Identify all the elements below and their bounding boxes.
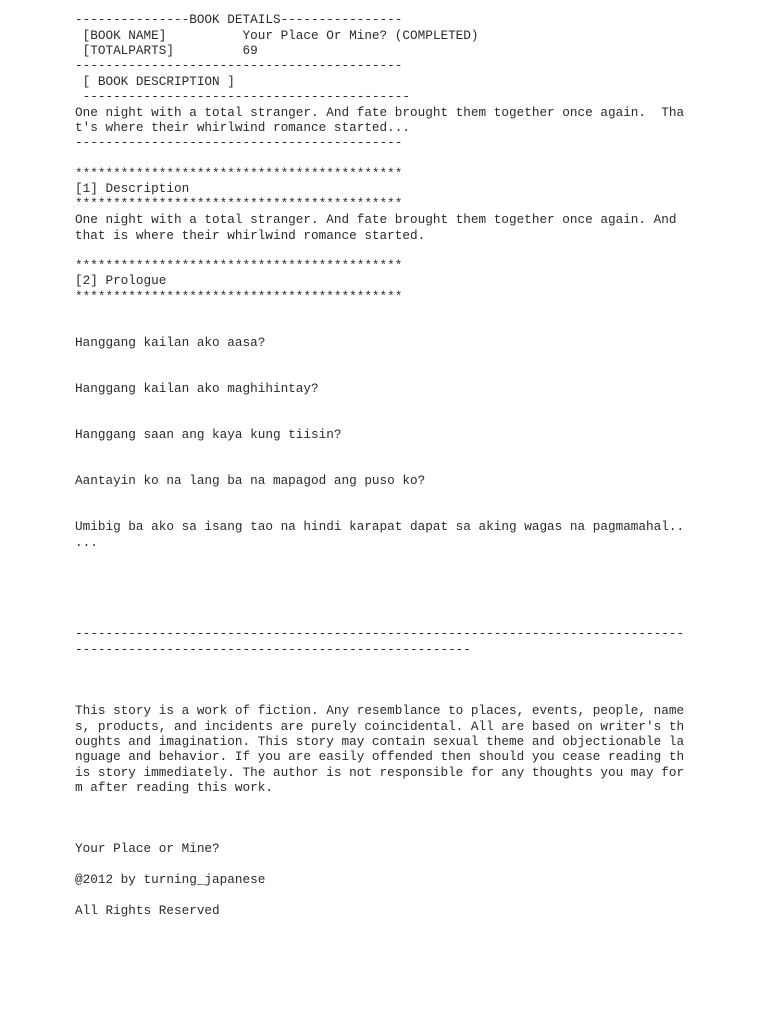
- book-details-divider: -------------------------------------------: [75, 58, 403, 73]
- prologue-line: ...: [75, 535, 98, 550]
- section-title-prologue: [2] Prologue: [75, 273, 167, 288]
- book-description-header: [ BOOK DESCRIPTION ]: [75, 74, 235, 89]
- total-parts-row: [TOTALPARTS] 69: [75, 43, 258, 58]
- section-stars-bottom: *******************************************: [75, 196, 403, 211]
- disclaimer-line: is story immediately. The author is not responsible for any thoughts you may for: [75, 765, 685, 780]
- book-description-line: One night with a total stranger. And fate brought them together once again. Tha: [75, 105, 685, 120]
- book-name-row: [BOOK NAME] Your Place Or Mine? (COMPLETED): [75, 28, 479, 43]
- book-description-header-divider: -------------------------------------------: [75, 89, 411, 104]
- description-body-line: One night with a total stranger. And fate brought them together once again. And: [75, 212, 677, 227]
- disclaimer-line: nguage and behavior. If you are easily offended then should you cease reading th: [75, 749, 685, 764]
- section-stars-top: *******************************************: [75, 166, 403, 181]
- prologue-line: Hanggang kailan ako maghihintay?: [75, 381, 319, 396]
- book-description-line: t's where their whirlwind romance started...: [75, 120, 411, 135]
- footer-title: Your Place or Mine?: [75, 841, 220, 856]
- prologue-line: Hanggang kailan ako aasa?: [75, 335, 266, 350]
- book-description-divider: -------------------------------------------: [75, 135, 403, 150]
- book-details-header: ---------------BOOK DETAILS----------------: [75, 12, 403, 27]
- footer-rights: All Rights Reserved: [75, 903, 220, 918]
- disclaimer-line: m after reading this work.: [75, 780, 273, 795]
- section-title-description: [1] Description: [75, 181, 190, 196]
- description-body-line: that is where their whirlwind romance started.: [75, 228, 426, 243]
- footer-copyright: @2012 by turning_japanese: [75, 872, 266, 887]
- prologue-line: Umibig ba ako sa isang tao na hindi karapat dapat sa aking wagas na pagmamahal..: [75, 519, 685, 534]
- prologue-line: Aantayin ko na lang ba na mapagod ang puso ko?: [75, 473, 426, 488]
- disclaimer-line: oughts and imagination. This story may contain sexual theme and objectionable la: [75, 734, 685, 749]
- separator-line: --------------------------------------------------------------------------------: [75, 626, 685, 641]
- disclaimer-line: s, products, and incidents are purely coincidental. All are based on writer's th: [75, 719, 685, 734]
- prologue-line: Hanggang saan ang kaya kung tiisin?: [75, 427, 342, 442]
- section-stars-top: *******************************************: [75, 258, 403, 273]
- section-stars-bottom: *******************************************: [75, 289, 403, 304]
- disclaimer-line: This story is a work of fiction. Any resemblance to places, events, people, name: [75, 703, 685, 718]
- separator-line: ----------------------------------------------------: [75, 642, 471, 657]
